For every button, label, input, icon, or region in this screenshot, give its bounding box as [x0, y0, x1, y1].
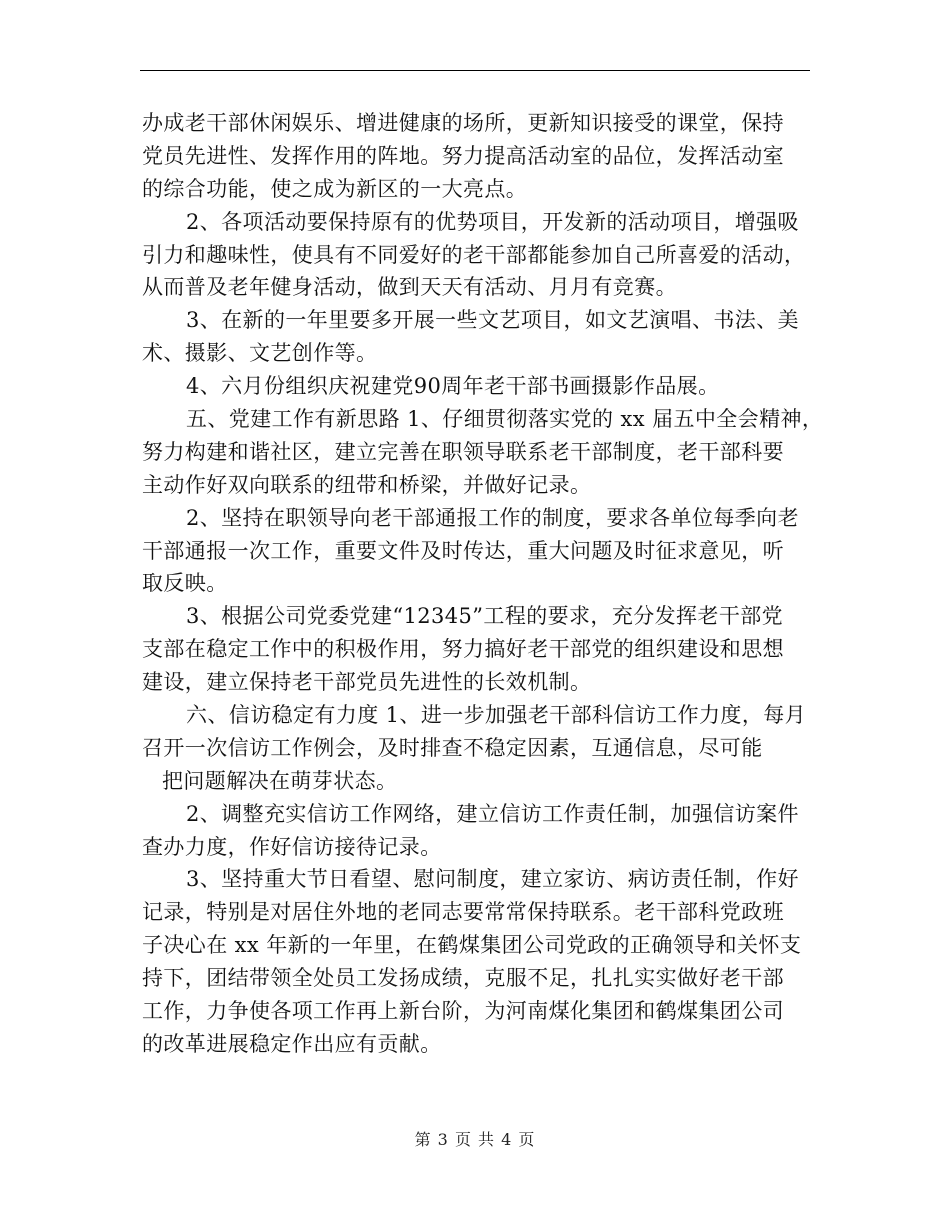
text-line: 五、党建工作有新思路 1、仔细贯彻落实党的 xx 届五中全会精神， — [186, 407, 824, 432]
text-line: 努力构建和谐社区，建立完善在职领导联系老干部制度，老干部科要 — [142, 439, 784, 464]
page-number-footer: 第 3 页 共 4 页 — [414, 1130, 536, 1149]
text-line: 主动作好双向联系的纽带和桥梁，并做好记录。 — [142, 472, 592, 497]
text-line: 的改革进展稳定作出应有贡献。 — [142, 1031, 442, 1056]
text-line: 六、信访稳定有力度 1、进一步加强老干部科信访工作力度，每月 — [186, 703, 807, 728]
header-rule — [140, 70, 810, 71]
text-line: 从而普及老年健身活动，做到天天有活动、月月有竞赛。 — [142, 275, 677, 300]
text-line: 办成老干部休闲娱乐、增进健康的场所，更新知识接受的课堂，保持 — [142, 111, 784, 135]
text-line: 持下，团结带领全处员工发扬成绩，克服不足，扎扎实实做好老干部 — [142, 966, 784, 991]
text-line: 取反映。 — [142, 571, 228, 596]
text-line: 3、在新的一年里要多开展一些文艺项目，如文艺演唱、书法、美 — [186, 308, 799, 333]
text-line: 引力和趣味性，使具有不同爱好的老干部都能参加自己所喜爱的活动， — [142, 242, 806, 267]
text-line: 建设，建立保持老干部党员先进性的长效机制。 — [142, 670, 592, 695]
text-line: 干部通报一次工作，重要文件及时传达，重大问题及时征求意见，听 — [142, 538, 784, 563]
text-line: 记录，特别是对居住外地的老同志要常常保持联系。老干部科党政班 — [142, 900, 784, 925]
text-line: 3、根据公司党委党建“12345”工程的要求，充分发挥老干部党 — [186, 604, 784, 629]
text-line: 2、坚持在职领导向老干部通报工作的制度，要求各单位每季向老 — [186, 505, 799, 530]
text-line: 2、各项活动要保持原有的优势项目，开发新的活动项目，增强吸 — [186, 209, 799, 234]
text-line: 把问题解决在萌芽状态。 — [162, 768, 398, 793]
text-line: 党员先进性、发挥作用的阵地。努力提高活动室的品位，发挥活动室 — [142, 143, 784, 168]
text-line: 子决心在 xx 年新的一年里，在鹤煤集团公司党政的正确领导和关怀支 — [142, 933, 802, 958]
document-body — [142, 107, 824, 1061]
text-line: 工作，力争使各项工作再上新台阶，为河南煤化集团和鹤煤集团公司 — [142, 999, 784, 1024]
text-line: 术、摄影、文艺创作等。 — [142, 341, 378, 366]
text-line: 支部在稳定工作中的积极作用，努力搞好老干部党的组织建设和思想 — [142, 637, 784, 662]
text-line: 4、六月份组织庆祝建党90周年老干部书画摄影作品展。 — [186, 374, 720, 399]
text-line: 3、坚持重大节日看望、慰问制度，建立家访、病访责任制，作好 — [186, 867, 799, 892]
text-line: 查办力度，作好信访接待记录。 — [142, 834, 442, 859]
text-line: 召开一次信访工作例会，及时排查不稳定因素，互通信息，尽可能 — [142, 735, 763, 760]
text-line: 的综合功能，使之成为新区的一大亮点。 — [142, 176, 528, 201]
text-line: 2、调整充实信访工作网络，建立信访工作责任制，加强信访案件 — [186, 801, 799, 826]
